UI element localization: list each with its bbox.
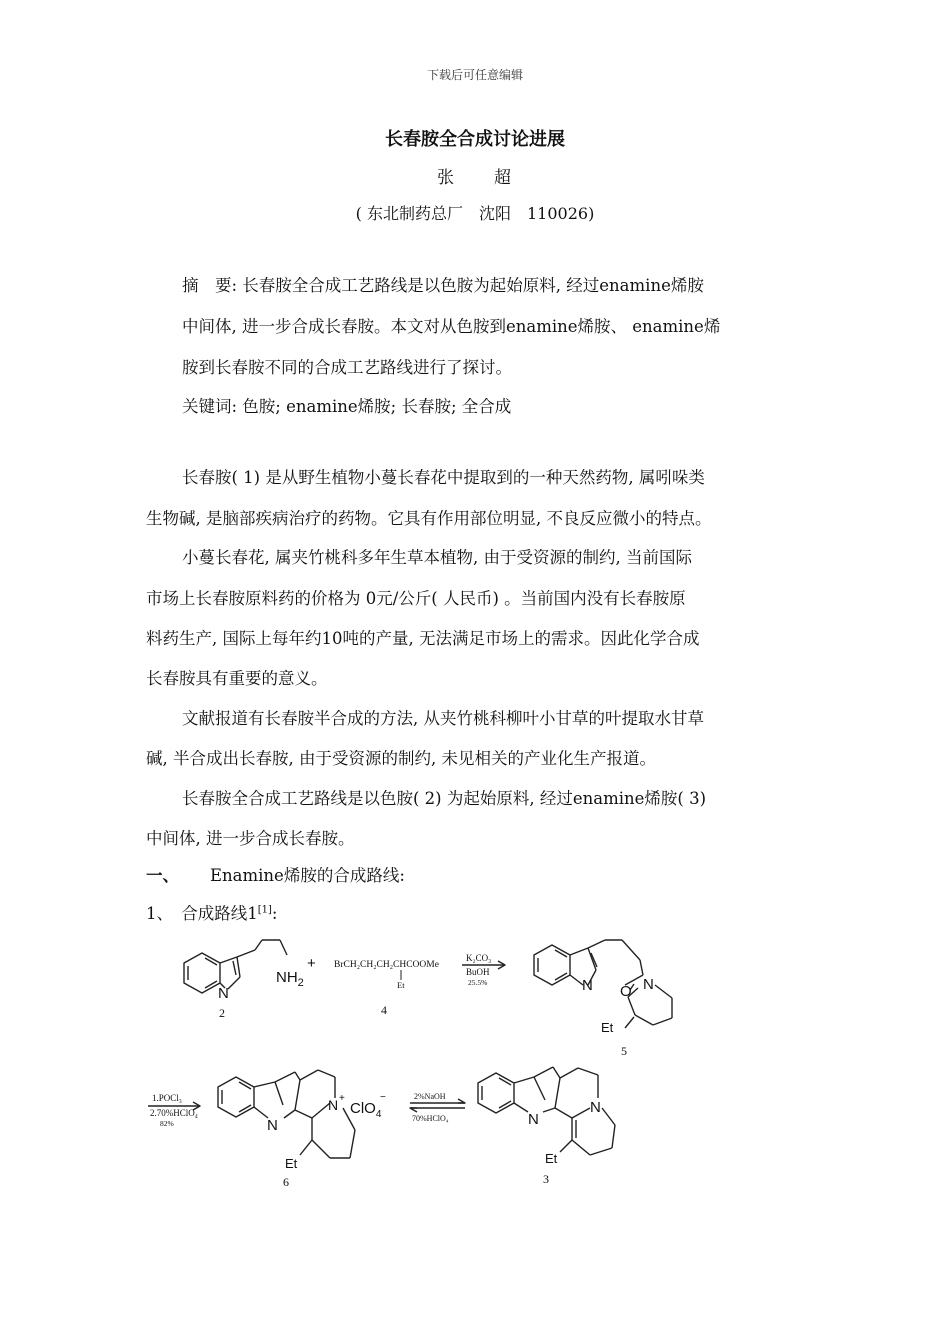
condition-yield: 82% <box>160 1119 174 1128</box>
compound-label-2: 2 <box>219 1006 225 1020</box>
keywords: 关键词: 色胺; enamine烯胺; 长春胺; 全合成 <box>182 397 512 416</box>
body-line: 碱, 半合成出长春胺, 由于受资源的制约, 未见相关的产业化生产报道。 <box>146 749 656 768</box>
atom-label-n: N <box>590 1099 601 1116</box>
atom-label-n-plus: N <box>328 1097 339 1113</box>
alkylating-reagent: BrCH₂CH₂CH₂CHCOOMe <box>334 960 439 970</box>
arrowhead <box>458 1099 465 1103</box>
compound-label-6: 6 <box>283 1175 289 1189</box>
charge-minus: − <box>380 1092 386 1103</box>
paper-title: 长春胺全合成讨论进展 <box>385 129 565 150</box>
ethyl-label: Et <box>545 1151 558 1166</box>
abstract-line: 中间体, 进一步合成长春胺。本文对从色胺到enamine烯胺、 enamine烯 <box>182 317 721 336</box>
subsection-colon: : <box>271 904 278 923</box>
ethyl-label: Et <box>601 1020 614 1035</box>
author: 张 超 <box>437 168 513 188</box>
body-line: 文献报道有长春胺半合成的方法, 从夹竹桃科柳叶小甘草的叶提取水甘草 <box>182 709 704 728</box>
atom-label-o: O <box>620 983 632 1000</box>
condition-base: K₂CO₃ <box>466 953 492 963</box>
amine-label: $NH_2$ <box>276 969 304 989</box>
body-line: 料药生产, 国际上每年约10吨的产量, 无法满足市场上的需求。因此化学合成 <box>146 629 700 648</box>
body-line: 长春胺( 1) 是从野生植物小蔓长春花中提取到的一种天然药物, 属吲哚类 <box>182 468 705 487</box>
section-number: 一、 <box>146 866 179 885</box>
section-title: Enamine烯胺的合成路线: <box>210 866 405 885</box>
affiliation: ( 东北制药总厂 沈阳 110026) <box>355 204 595 223</box>
condition-forward: 2%NaOH <box>414 1092 446 1101</box>
body-line: 市场上长春胺原料药的价格为 0元/公斤( 人民币) 。当前国内没有长春胺原 <box>146 589 686 608</box>
body-line: 生物碱, 是脑部疾病治疗的药物。它具有作用部位明显, 不良反应微小的特点。 <box>146 509 712 528</box>
atom-label-n: N <box>643 976 654 993</box>
atom-label-n: N <box>528 1111 539 1128</box>
atom-label-n: N <box>218 985 229 1002</box>
compound-label-3: 3 <box>543 1172 549 1186</box>
atom-label-n: N <box>582 977 593 994</box>
reaction-scheme <box>0 925 950 1205</box>
charge-plus: + <box>339 1093 345 1104</box>
condition-step2: 2.70%HClO₄ <box>150 1108 198 1118</box>
condition-reverse: 70%HClO₄ <box>412 1114 449 1123</box>
compound-label-4: 4 <box>381 1003 387 1017</box>
subsection-label: 1、 合成路线1 <box>146 904 258 923</box>
condition-step1: 1.POCl₃ <box>152 1093 182 1103</box>
header-note: 下载后可任意编辑 <box>426 68 523 82</box>
condition-solvent: BuOH <box>466 967 490 977</box>
body-line: 中间体, 进一步合成长春胺。 <box>146 829 355 848</box>
citation-ref[interactable]: [1] <box>257 904 272 916</box>
body-line: 长春胺全合成工艺路线是以色胺( 2) 为起始原料, 经过enamine烯胺( 3) <box>182 789 707 808</box>
abstract-line: 胺到长春胺不同的合成工艺路线进行了探讨。 <box>182 358 512 377</box>
reagent-et: Et <box>397 980 405 990</box>
condition-yield: 25.5% <box>468 978 488 987</box>
structure-iminium <box>218 1070 355 1158</box>
subsection-heading <box>146 900 277 924</box>
compound-label-5: 5 <box>621 1044 627 1058</box>
counterion: ClO$_4$ <box>350 1100 382 1120</box>
body-line: 小蔓长春花, 属夹竹桃科多年生草本植物, 由于受资源的制约, 当前国际 <box>182 548 692 567</box>
arrowhead <box>410 1108 417 1112</box>
abstract-line: 摘 要: 长春胺全合成工艺路线是以色胺为起始原料, 经过enamine烯胺 <box>182 276 704 295</box>
ethyl-label: Et <box>285 1156 298 1171</box>
body-line: 长春胺具有重要的意义。 <box>146 669 328 688</box>
structure-tryptamine <box>184 940 287 993</box>
atom-label-n: N <box>267 1117 278 1134</box>
plus-sign: + <box>307 955 316 972</box>
